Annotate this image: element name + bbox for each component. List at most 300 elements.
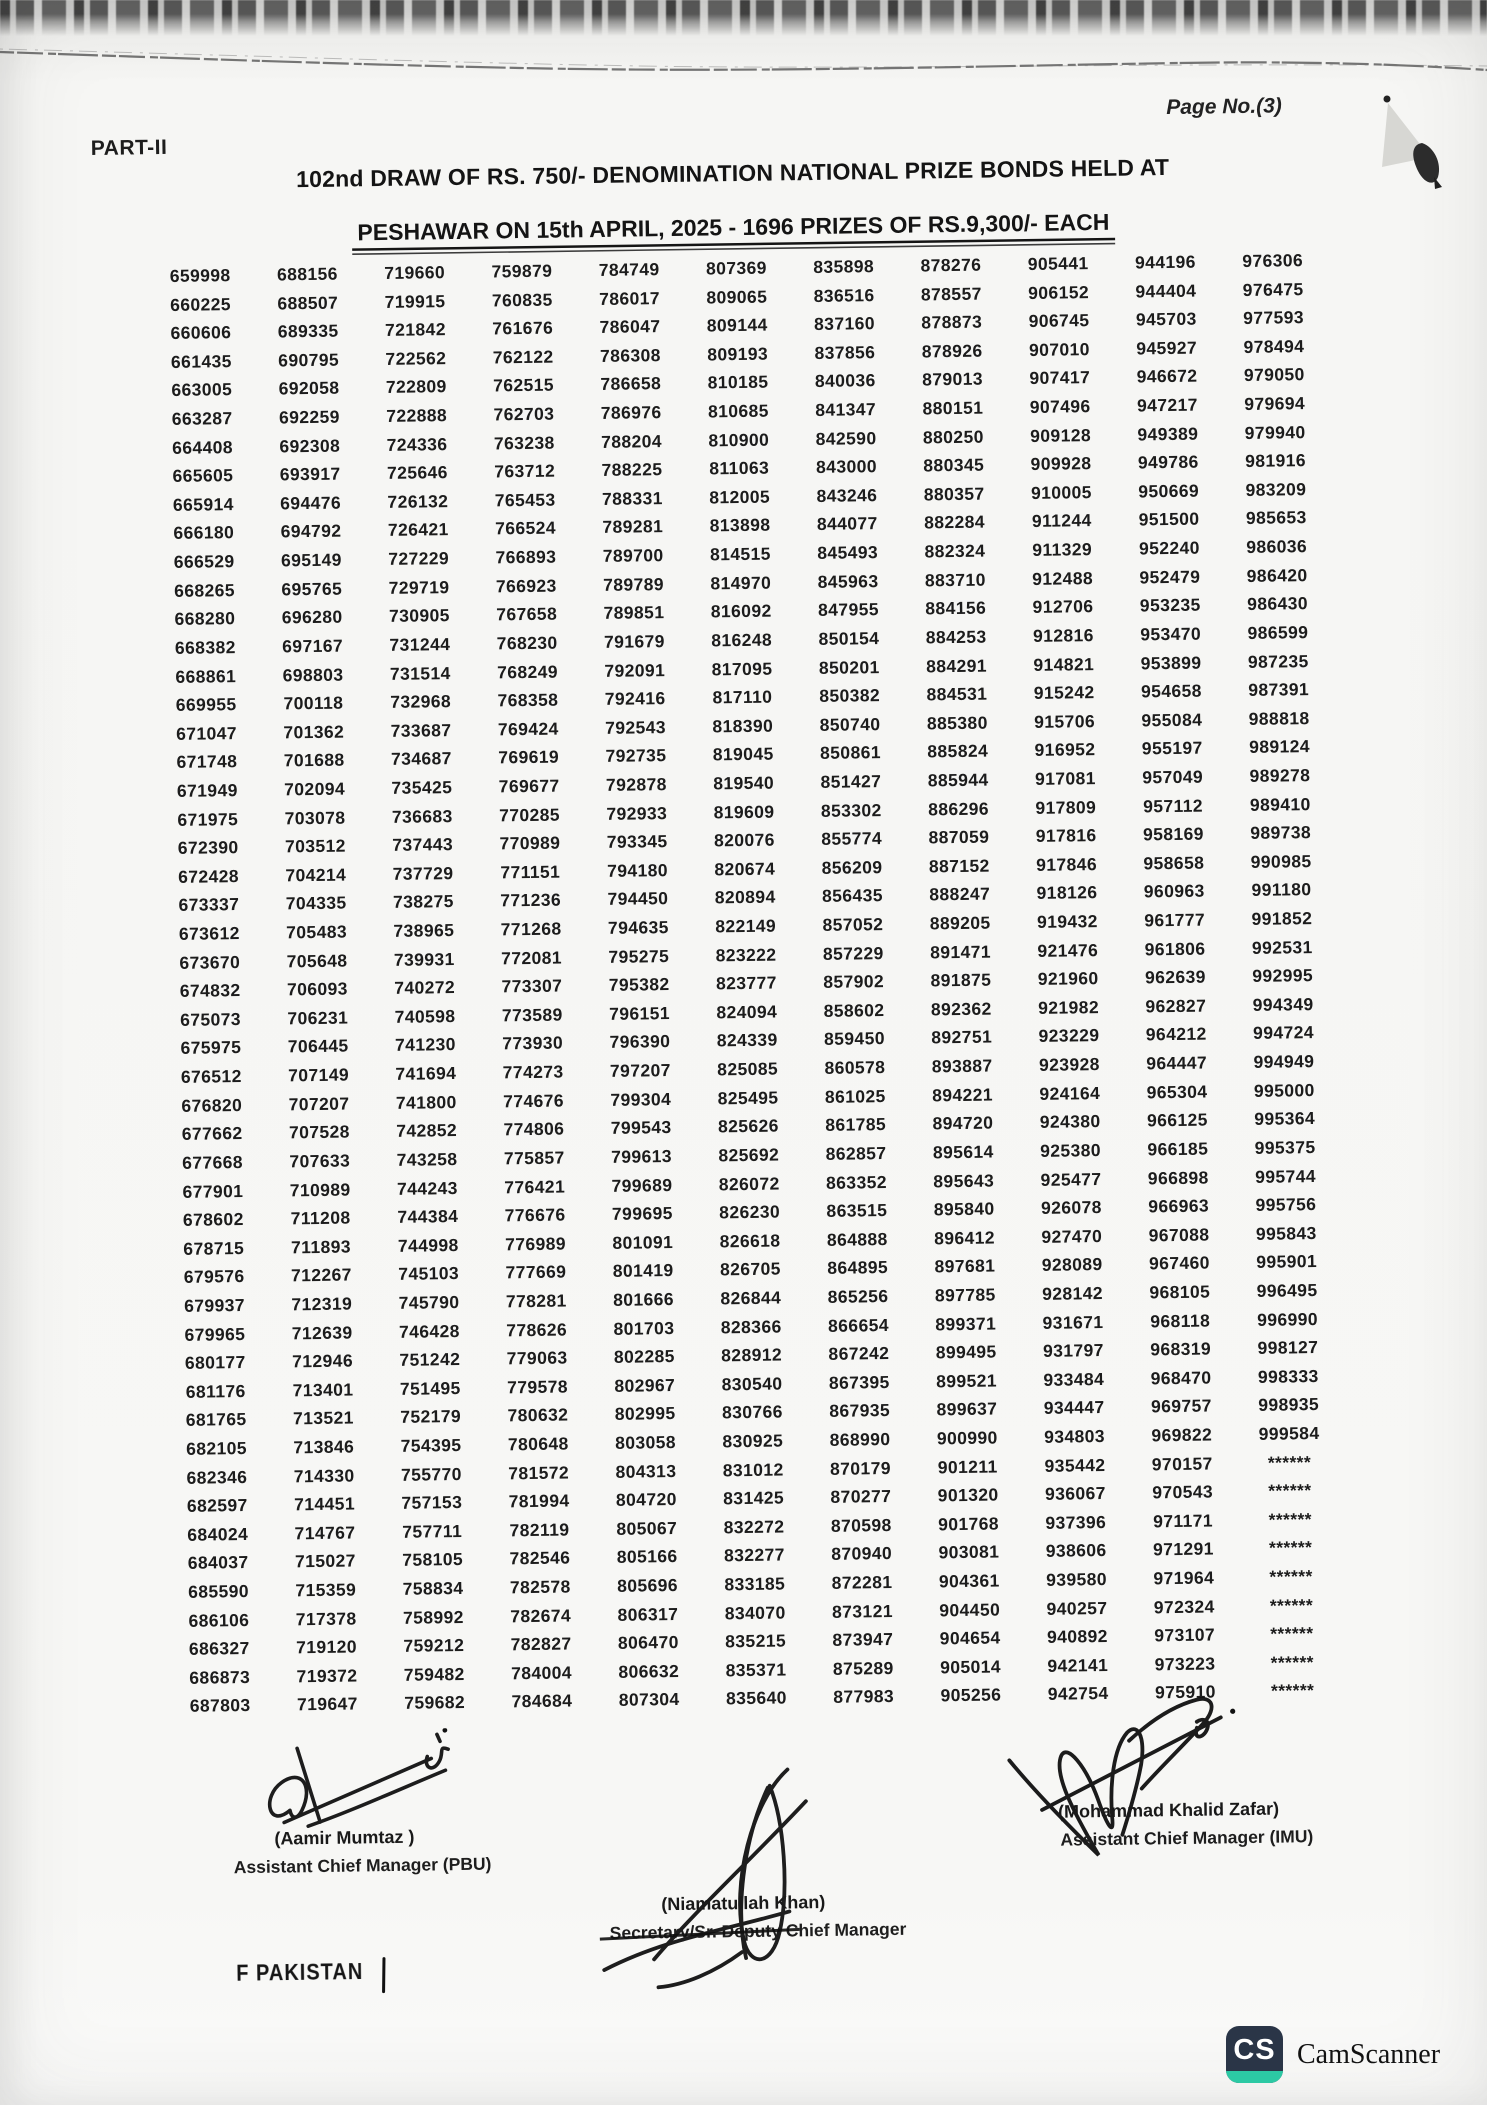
bond-number: 711208 bbox=[290, 1207, 351, 1229]
bond-number: 971291 bbox=[1152, 1538, 1214, 1560]
bond-number: 826072 bbox=[718, 1173, 780, 1194]
bond-number: 884156 bbox=[925, 597, 987, 619]
bond-number: 991852 bbox=[1251, 908, 1313, 929]
bond-number: 700118 bbox=[283, 692, 344, 714]
bond-number: 840036 bbox=[814, 370, 876, 392]
bond-number: 962827 bbox=[1145, 995, 1207, 1017]
bond-number: 751242 bbox=[399, 1349, 461, 1371]
bond-number: 951500 bbox=[1138, 509, 1200, 530]
bond-number: 744384 bbox=[397, 1206, 459, 1227]
bond-number: 754395 bbox=[400, 1434, 462, 1456]
bond-number: 942754 bbox=[1047, 1683, 1109, 1705]
bond-number: 897681 bbox=[934, 1255, 996, 1277]
bond-number: 686873 bbox=[189, 1666, 251, 1688]
bond-number: 895840 bbox=[933, 1198, 995, 1220]
bond-number: 851427 bbox=[820, 771, 882, 792]
bond-number: 825692 bbox=[718, 1144, 780, 1166]
bond-number: 835898 bbox=[813, 256, 875, 277]
bond-number: 962639 bbox=[1144, 966, 1206, 988]
bond-number: 964447 bbox=[1146, 1052, 1208, 1074]
bond-number: 907417 bbox=[1029, 367, 1091, 389]
bond-number: 880345 bbox=[923, 454, 985, 476]
bond-number: 796390 bbox=[609, 1031, 671, 1053]
bond-number: 677901 bbox=[182, 1180, 244, 1202]
bond-number: 719372 bbox=[296, 1665, 358, 1687]
bond-number: 774676 bbox=[502, 1090, 565, 1112]
bond-number: 803058 bbox=[615, 1431, 677, 1453]
bond-number: 867935 bbox=[829, 1400, 891, 1422]
bond-number: 679576 bbox=[183, 1266, 245, 1288]
bond-number: 770989 bbox=[499, 832, 561, 854]
partial-stamp-text: F PAKISTAN bbox=[236, 1959, 364, 1987]
bond-number: 924380 bbox=[1039, 1111, 1101, 1133]
bond-number: 904361 bbox=[938, 1570, 1000, 1592]
bond-number: 986420 bbox=[1246, 564, 1308, 586]
bond-number: 915706 bbox=[1034, 710, 1096, 732]
bond-number: 758105 bbox=[402, 1549, 464, 1571]
bond-number: 895643 bbox=[933, 1170, 995, 1191]
bond-number: 778281 bbox=[505, 1290, 567, 1312]
bond-number: 664408 bbox=[172, 436, 234, 458]
bond-number: 949389 bbox=[1137, 423, 1199, 445]
bond-number: 957049 bbox=[1142, 766, 1204, 788]
bond-number: 740272 bbox=[394, 977, 456, 999]
bond-number: 695149 bbox=[280, 549, 342, 571]
bond-number: 927470 bbox=[1041, 1225, 1103, 1247]
bond-number: 817095 bbox=[711, 658, 773, 679]
bond-number: 830925 bbox=[722, 1430, 784, 1452]
bond-number: 659998 bbox=[169, 265, 231, 286]
bond-number: 789851 bbox=[603, 602, 665, 624]
bond-number: 759879 bbox=[491, 260, 553, 282]
camscanner-brand-text: CamScanner bbox=[1297, 2038, 1441, 2070]
bond-number: 888247 bbox=[929, 883, 991, 905]
bond-number: 879013 bbox=[922, 369, 984, 390]
bond-number: 769619 bbox=[498, 746, 560, 768]
bond-number: 681176 bbox=[185, 1380, 246, 1402]
bond-number: 928089 bbox=[1041, 1254, 1103, 1276]
bond-number: 671975 bbox=[177, 808, 239, 830]
bond-number: 979940 bbox=[1244, 421, 1306, 443]
bond-number: 830540 bbox=[721, 1373, 783, 1395]
bond-number: 719647 bbox=[296, 1693, 358, 1715]
bond-number: 836516 bbox=[813, 284, 875, 306]
bond-number: 968470 bbox=[1150, 1367, 1212, 1389]
bond-number: 713521 bbox=[292, 1407, 354, 1429]
signatory-title-left: Assistant Chief Manager (PBU) bbox=[233, 1853, 492, 1878]
bond-number: 834070 bbox=[724, 1602, 786, 1623]
bond-number: 771151 bbox=[500, 861, 561, 883]
bond-number: 782674 bbox=[510, 1605, 572, 1626]
bond-number: 912488 bbox=[1032, 567, 1094, 589]
bond-number: 796151 bbox=[609, 1002, 671, 1024]
bond-number: 665605 bbox=[172, 465, 234, 487]
bond-number: 899521 bbox=[935, 1370, 998, 1392]
bond-number: 907010 bbox=[1028, 338, 1090, 360]
bond-number: 686106 bbox=[188, 1609, 250, 1631]
bond-number: 819045 bbox=[712, 743, 774, 765]
bond-number: 895614 bbox=[932, 1141, 994, 1163]
bond-number: 791679 bbox=[603, 630, 665, 652]
bond-number: 921982 bbox=[1038, 996, 1100, 1018]
bond-number: 940257 bbox=[1046, 1597, 1108, 1619]
bond-number: 668382 bbox=[174, 636, 236, 658]
bond-number: 917809 bbox=[1035, 796, 1097, 818]
bond-number: 788225 bbox=[601, 459, 663, 481]
bond-number: 830766 bbox=[721, 1401, 783, 1423]
bond-number: 795275 bbox=[608, 945, 670, 967]
bond-number: 900990 bbox=[936, 1427, 998, 1449]
bond-number: ****** bbox=[1268, 1537, 1313, 1559]
bond-number: 682105 bbox=[186, 1437, 248, 1459]
bond-number: 737443 bbox=[392, 834, 454, 856]
bond-number: 719660 bbox=[384, 262, 446, 283]
bond-number: 861785 bbox=[825, 1114, 887, 1136]
bond-number: 673670 bbox=[179, 951, 241, 973]
bond-number: 686327 bbox=[188, 1638, 250, 1660]
pen-tick-mark bbox=[382, 1957, 385, 1993]
bond-number: 703512 bbox=[284, 835, 346, 857]
bond-number: 953899 bbox=[1140, 652, 1202, 673]
bond-number: 882324 bbox=[924, 540, 986, 562]
bond-number: 995364 bbox=[1254, 1108, 1316, 1130]
bond-number: 822149 bbox=[715, 915, 777, 937]
bond-number: 819540 bbox=[713, 772, 775, 794]
part-label: PART-II bbox=[90, 135, 168, 161]
bond-number: 722888 bbox=[386, 405, 448, 426]
bond-number: 873947 bbox=[832, 1629, 894, 1651]
bond-number: 987391 bbox=[1248, 679, 1310, 701]
bond-number: 762515 bbox=[492, 375, 555, 396]
bond-number: 722809 bbox=[385, 376, 447, 398]
bond-number: 966185 bbox=[1147, 1138, 1209, 1160]
bond-number: 992995 bbox=[1252, 965, 1314, 987]
bond-number: 782546 bbox=[509, 1547, 571, 1569]
bond-number: 792091 bbox=[604, 659, 666, 681]
bond-number: 717378 bbox=[295, 1608, 357, 1629]
bond-number: 712946 bbox=[292, 1350, 354, 1372]
signatory-name-left: (Aamir Mumtaz ) bbox=[274, 1826, 415, 1849]
bond-number: 842590 bbox=[815, 427, 877, 449]
bond-number: 810185 bbox=[707, 372, 769, 393]
bond-number: 805067 bbox=[616, 1517, 678, 1539]
bond-number: 945927 bbox=[1136, 337, 1198, 359]
bond-number: 824339 bbox=[716, 1029, 778, 1051]
camscanner-logo-icon bbox=[1226, 2026, 1283, 2083]
bond-number: 760835 bbox=[491, 289, 553, 311]
bond-number: 688507 bbox=[277, 292, 339, 314]
bond-number: 762703 bbox=[493, 403, 555, 425]
bond-number: 801666 bbox=[613, 1288, 675, 1310]
bond-number: 757711 bbox=[402, 1520, 463, 1542]
bond-number: 705483 bbox=[286, 921, 348, 943]
bond-number: 814970 bbox=[710, 572, 772, 594]
bond-number: 775857 bbox=[503, 1147, 565, 1169]
bond-number: 850861 bbox=[819, 742, 882, 764]
bond-number: 724336 bbox=[386, 433, 448, 455]
bond-number: 797207 bbox=[609, 1060, 671, 1081]
bond-number: 799695 bbox=[611, 1203, 673, 1224]
bond-number: 678602 bbox=[182, 1209, 244, 1230]
bond-number: 907496 bbox=[1029, 396, 1091, 418]
bond-number: 762122 bbox=[492, 346, 554, 368]
signatory-name-center: (Niamatullah Khan) bbox=[661, 1891, 826, 1915]
bond-number: ****** bbox=[1270, 1680, 1315, 1702]
bond-number: 923229 bbox=[1038, 1025, 1100, 1047]
bond-number: 971171 bbox=[1152, 1510, 1214, 1532]
bond-number: 769677 bbox=[498, 775, 560, 797]
bond-number: 734687 bbox=[390, 748, 452, 770]
bond-number: 915242 bbox=[1033, 682, 1095, 704]
bond-number: ****** bbox=[1268, 1508, 1313, 1530]
bond-number: 858602 bbox=[823, 999, 885, 1021]
bond-number: 758992 bbox=[402, 1606, 464, 1628]
bond-number: 770285 bbox=[498, 804, 561, 825]
bond-number: 714330 bbox=[293, 1465, 355, 1486]
bond-number: 799689 bbox=[611, 1174, 673, 1196]
bond-number: 793345 bbox=[606, 831, 668, 853]
bond-number: 857229 bbox=[822, 942, 884, 964]
bond-number: 677668 bbox=[182, 1151, 244, 1173]
bond-number: 692259 bbox=[278, 406, 340, 428]
bond-number: 801091 bbox=[612, 1231, 674, 1253]
bond-number: 799543 bbox=[610, 1117, 672, 1139]
bond-number: 832277 bbox=[723, 1544, 785, 1566]
bond-number: 799304 bbox=[610, 1088, 672, 1110]
bond-number: 925477 bbox=[1040, 1168, 1102, 1190]
bond-number: 845493 bbox=[817, 542, 879, 564]
bond-number: 788331 bbox=[601, 487, 663, 509]
bond-number: 870179 bbox=[829, 1457, 892, 1479]
bond-number: 892362 bbox=[930, 998, 992, 1020]
bond-number: 828366 bbox=[720, 1316, 782, 1337]
bond-number: 712319 bbox=[291, 1293, 353, 1315]
bond-number: 899371 bbox=[935, 1313, 997, 1334]
bond-number: 675073 bbox=[180, 1008, 242, 1030]
bond-number: 804720 bbox=[615, 1489, 677, 1511]
bond-number: 774273 bbox=[502, 1061, 564, 1083]
bond-number: ****** bbox=[1268, 1480, 1312, 1501]
bond-number: 711893 bbox=[290, 1236, 352, 1258]
bond-number: 933484 bbox=[1043, 1368, 1105, 1390]
bond-number: 958169 bbox=[1142, 823, 1204, 845]
bond-number: 961777 bbox=[1144, 909, 1206, 931]
bond-number: 688156 bbox=[276, 263, 338, 285]
bond-number: 707207 bbox=[288, 1093, 350, 1115]
bond-number: 947217 bbox=[1136, 394, 1198, 416]
bond-number: 794180 bbox=[607, 859, 669, 881]
bond-number: 886296 bbox=[928, 798, 990, 819]
bond-number: 973223 bbox=[1154, 1653, 1216, 1675]
bond-number: 863352 bbox=[825, 1171, 888, 1193]
bond-number: 745103 bbox=[398, 1263, 460, 1285]
bond-number: 905014 bbox=[939, 1656, 1002, 1678]
bond-number: 837856 bbox=[814, 341, 876, 363]
bond-number: 960963 bbox=[1143, 880, 1205, 902]
bond-number: 695765 bbox=[281, 578, 343, 600]
bond-number: 911329 bbox=[1032, 539, 1093, 561]
bond-number: 810685 bbox=[707, 400, 769, 422]
bond-number: 773307 bbox=[501, 975, 563, 997]
bond-number: 741694 bbox=[395, 1063, 457, 1084]
bond-number: 968105 bbox=[1149, 1281, 1211, 1303]
bond-number: 969757 bbox=[1150, 1395, 1212, 1417]
bond-number: 940892 bbox=[1046, 1626, 1108, 1648]
bond-number: 937396 bbox=[1045, 1511, 1107, 1533]
bond-number: 936067 bbox=[1044, 1483, 1106, 1505]
bond-number: 780648 bbox=[507, 1433, 569, 1455]
camscanner-badge-letters: CS bbox=[1233, 2033, 1276, 2066]
camscanner-watermark bbox=[1226, 2026, 1440, 2083]
bond-number: 738965 bbox=[393, 920, 455, 941]
bond-number: 905441 bbox=[1027, 253, 1089, 274]
bond-number: 986599 bbox=[1247, 622, 1309, 643]
bond-number: 765453 bbox=[494, 489, 556, 511]
bond-number: 978494 bbox=[1243, 335, 1305, 357]
bond-number: 763238 bbox=[493, 432, 555, 454]
bond-number: 806470 bbox=[617, 1632, 679, 1654]
bond-number: 861025 bbox=[824, 1085, 886, 1107]
bond-number: 663287 bbox=[171, 408, 233, 429]
bond-number: 685590 bbox=[188, 1581, 250, 1602]
bond-number: 992531 bbox=[1251, 936, 1313, 958]
bond-number: 743258 bbox=[396, 1148, 458, 1170]
bond-number: 777669 bbox=[505, 1261, 567, 1283]
bond-number: 681765 bbox=[185, 1409, 247, 1431]
bond-number: 845963 bbox=[817, 570, 879, 592]
bond-number: 995843 bbox=[1255, 1222, 1317, 1244]
bond-number: 712639 bbox=[291, 1322, 353, 1343]
bond-number: 698803 bbox=[282, 664, 344, 685]
bond-number: 878276 bbox=[920, 254, 982, 276]
bond-number: 867242 bbox=[828, 1343, 890, 1365]
bond-number: 810900 bbox=[708, 429, 770, 451]
bond-number: 865256 bbox=[827, 1285, 889, 1307]
bond-number: 707149 bbox=[288, 1064, 350, 1086]
bond-number: 859450 bbox=[823, 1028, 886, 1050]
bond-number: 763712 bbox=[494, 460, 556, 482]
bond-number: 975910 bbox=[1154, 1681, 1216, 1703]
bond-number: 729719 bbox=[388, 576, 450, 598]
bond-number: 968118 bbox=[1150, 1310, 1211, 1331]
bond-number: 872281 bbox=[831, 1572, 893, 1593]
bond-number: 678715 bbox=[183, 1237, 245, 1259]
bond-number: 771236 bbox=[500, 889, 562, 911]
bond-number: 906745 bbox=[1028, 310, 1090, 332]
bond-number: 679965 bbox=[184, 1323, 246, 1345]
bond-number: 740598 bbox=[394, 1005, 456, 1027]
bond-number: 693917 bbox=[279, 463, 341, 485]
bond-number: 684037 bbox=[187, 1552, 249, 1574]
bond-number: 921960 bbox=[1037, 968, 1099, 990]
bond-number: 835215 bbox=[725, 1630, 787, 1652]
bond-number: 857052 bbox=[822, 914, 884, 935]
bond-number: 768358 bbox=[497, 689, 559, 711]
bond-number: 726132 bbox=[387, 490, 449, 512]
bond-number: 726421 bbox=[387, 519, 449, 541]
bond-number: 666180 bbox=[173, 522, 235, 544]
bond-number: 856435 bbox=[821, 885, 884, 907]
bond-number: 919432 bbox=[1036, 911, 1098, 932]
bond-number: 684024 bbox=[187, 1523, 249, 1545]
bond-number: 880250 bbox=[922, 426, 984, 448]
bond-number: 672428 bbox=[178, 865, 240, 887]
bond-number: 802995 bbox=[614, 1403, 676, 1425]
bond-number: 766524 bbox=[494, 518, 557, 539]
bond-number: 807304 bbox=[618, 1689, 680, 1711]
bond-number: 706093 bbox=[286, 978, 348, 1000]
bond-number: 955084 bbox=[1141, 709, 1203, 731]
bond-number: 904654 bbox=[939, 1627, 1001, 1649]
bond-number: 843246 bbox=[816, 484, 878, 506]
bond-number: 725646 bbox=[386, 462, 449, 484]
bond-number: 966963 bbox=[1148, 1195, 1210, 1217]
bond-number: 713846 bbox=[293, 1436, 355, 1458]
signatory-title-center: Secretary/Sr. Deputy Chief Manager bbox=[609, 1918, 907, 1943]
bond-number: 666529 bbox=[173, 551, 235, 573]
bond-number: 786047 bbox=[599, 316, 661, 338]
bond-number: 780632 bbox=[507, 1404, 569, 1426]
bond-number: 779578 bbox=[506, 1376, 569, 1398]
bond-number: 837160 bbox=[813, 313, 876, 335]
bond-number: 703078 bbox=[284, 807, 346, 828]
bond-number: 889205 bbox=[929, 912, 991, 934]
bond-number: 671047 bbox=[176, 722, 238, 744]
bond-number: 981916 bbox=[1244, 450, 1307, 472]
bond-number: 882284 bbox=[924, 512, 986, 533]
bond-number: 766893 bbox=[495, 546, 557, 568]
bond-number: 694476 bbox=[280, 492, 342, 514]
bond-number: 792416 bbox=[604, 688, 666, 710]
bond-number: 958658 bbox=[1143, 852, 1205, 874]
bond-number: 807369 bbox=[705, 257, 767, 279]
bond-number: 776421 bbox=[504, 1176, 566, 1197]
bond-number: 820674 bbox=[714, 858, 776, 880]
bond-number: 944196 bbox=[1134, 251, 1196, 273]
bond-number: 776989 bbox=[504, 1233, 567, 1255]
bond-number: 825626 bbox=[717, 1115, 779, 1137]
bond-number: 885944 bbox=[927, 769, 989, 791]
bond-number: 826618 bbox=[719, 1230, 781, 1252]
bond-number: 795382 bbox=[608, 974, 670, 996]
bond-number: 912816 bbox=[1032, 625, 1094, 646]
bond-number: 935442 bbox=[1044, 1454, 1106, 1476]
bond-number: ****** bbox=[1267, 1451, 1312, 1473]
bond-number: 679937 bbox=[184, 1294, 246, 1316]
bond-number: 934803 bbox=[1044, 1425, 1106, 1447]
bond-number: 816092 bbox=[710, 600, 772, 622]
bond-number: 892751 bbox=[931, 1026, 993, 1048]
bond-number: 741800 bbox=[395, 1091, 457, 1113]
bond-number: 806317 bbox=[617, 1603, 679, 1625]
bond-number: 953235 bbox=[1139, 594, 1201, 616]
bond-number: 801419 bbox=[612, 1260, 674, 1282]
bond-number: 952479 bbox=[1139, 566, 1201, 588]
bond-number: ****** bbox=[1270, 1623, 1314, 1644]
bond-number: 805166 bbox=[616, 1546, 678, 1568]
bond-number: 996495 bbox=[1256, 1279, 1318, 1301]
bond-number: 868990 bbox=[829, 1428, 891, 1450]
bond-number: 987235 bbox=[1247, 650, 1309, 672]
bond-number: 694792 bbox=[280, 521, 342, 542]
bond-number: 931797 bbox=[1042, 1340, 1104, 1362]
bond-number: 828912 bbox=[721, 1344, 783, 1366]
bond-number: 660225 bbox=[170, 293, 232, 315]
bond-number: 961806 bbox=[1144, 938, 1206, 960]
bond-number: 786658 bbox=[600, 373, 662, 395]
bond-number: 733687 bbox=[390, 719, 452, 741]
bond-number: 953470 bbox=[1140, 623, 1202, 645]
